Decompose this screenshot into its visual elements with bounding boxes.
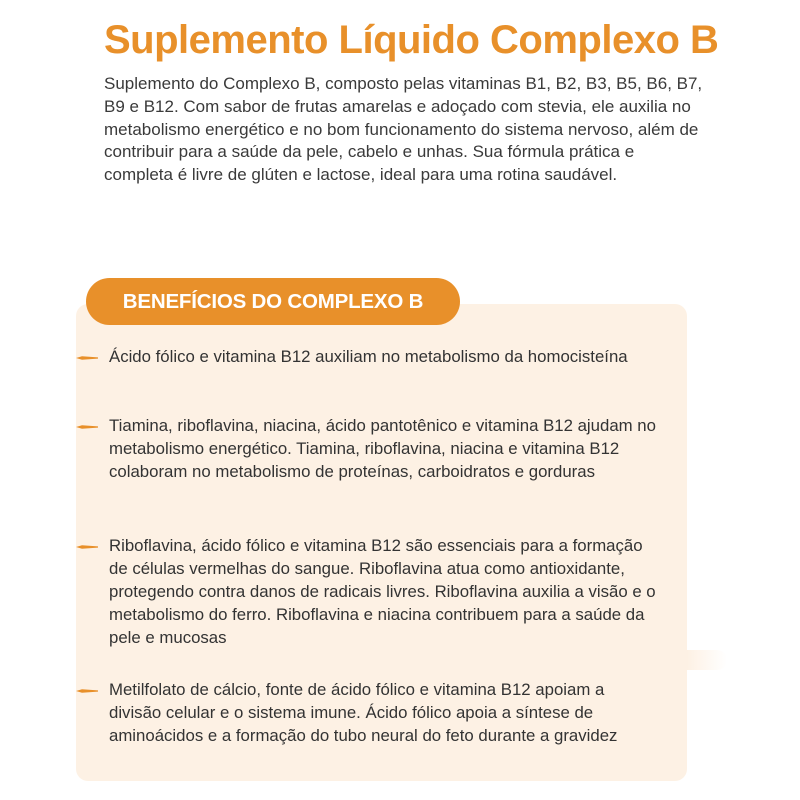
benefit-text-3: Riboflavina, ácido fólico e vitamina B12 são essenciais para a formação de células vermelhas do sangue. Riboflavina atua como antioxidante, protegendo contra danos de radicais livres. Riboflavina auxilia a visão e o metabolismo do ferro. Riboflavina e niacina contribuem para a saúde da pele e mucosas xyxy=(109,536,656,647)
orange-dash-bullet-icon xyxy=(76,544,98,550)
page-title: Suplemento Líquido Complexo B xyxy=(104,18,719,62)
orange-dash-bullet-icon xyxy=(76,355,98,361)
benefit-text-4: Metilfolato de cálcio, fonte de ácido fólico e vitamina B12 apoiam a divisão celular e o sistema imune. Ácido fólico apoia a síntese de aminoácidos e a formação do tubo neural do feto durante a gravidez xyxy=(109,680,618,745)
benefits-heading-badge: BENEFÍCIOS DO COMPLEXO B xyxy=(86,278,460,325)
benefit-item-1 xyxy=(76,345,656,368)
benefit-item-2 xyxy=(76,414,656,483)
benefit-text-2: Tiamina, riboflavina, niacina, ácido pantotênico e vitamina B12 ajudam no metabolismo energético. Tiamina, riboflavina, niacina e vitamina B12 colaboram no metabolismo de proteínas, carboidratos e gorduras xyxy=(109,416,656,481)
orange-dash-bullet-icon xyxy=(76,424,98,430)
panel-shadow-decoration xyxy=(687,650,727,670)
benefit-text-1: Ácido fólico e vitamina B12 auxiliam no metabolismo da homocisteína xyxy=(109,347,628,366)
intro-paragraph: Suplemento do Complexo B, composto pelas vitaminas B1, B2, B3, B5, B6, B7, B9 e B12. Com sabor de frutas amarelas e adoçado com stevia, ele auxilia no metabolismo energético e no bom funcionamento do sistema nervoso, além de contribuir para a saúde da pele, cabelo e unhas. Sua fórmula prática e completa é livre de glúten e lactose, ideal para uma rotina saudável. xyxy=(104,74,703,185)
orange-dash-bullet-icon xyxy=(76,688,98,694)
benefit-item-4 xyxy=(76,678,656,747)
benefit-item-3 xyxy=(76,534,656,649)
